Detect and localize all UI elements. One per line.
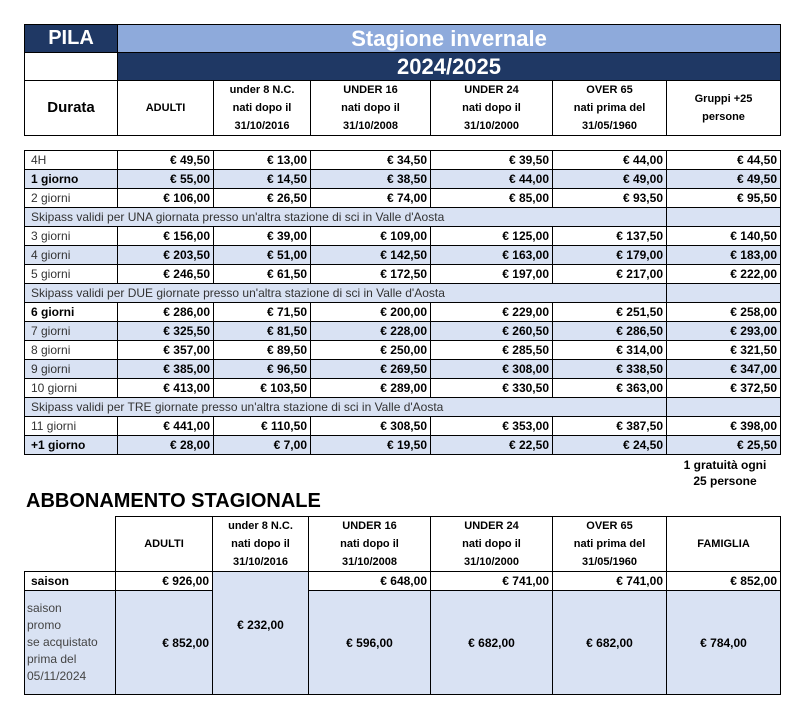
season-pass-title: ABBONAMENTO STAGIONALE xyxy=(26,490,321,512)
promo-label-line2: promo xyxy=(27,618,62,632)
sp-col-under24 xyxy=(431,517,553,572)
group-free-note xyxy=(660,457,790,489)
col-under8-line1: under 8 N.C. xyxy=(229,84,295,96)
price-cell: € 260,50 xyxy=(431,322,553,341)
resort-name: PILA xyxy=(25,25,118,53)
note-row xyxy=(25,284,781,303)
promo-label-line5: 05/11/2024 xyxy=(27,669,87,683)
price-cell: € 71,50 xyxy=(214,303,311,322)
price-cell: € 106,00 xyxy=(118,189,214,208)
col-under24 xyxy=(431,81,553,136)
sp-col-under8-line1: under 8 N.C. xyxy=(228,520,293,532)
duration-label: 2 giorni xyxy=(25,189,118,208)
price-cell: € 137,50 xyxy=(553,227,667,246)
col-gruppi-line2: persone xyxy=(702,111,745,123)
saison-under16: € 648,00 xyxy=(309,572,431,591)
col-gruppi xyxy=(667,81,781,136)
price-row xyxy=(25,360,781,379)
price-cell: € 172,50 xyxy=(311,265,431,284)
price-cell: € 125,00 xyxy=(431,227,553,246)
price-cell: € 251,50 xyxy=(553,303,667,322)
duration-label: 8 giorni xyxy=(25,341,118,360)
price-cell: € 49,00 xyxy=(553,170,667,189)
price-cell: € 156,00 xyxy=(118,227,214,246)
price-cell: € 140,50 xyxy=(667,227,781,246)
price-cell: € 338,50 xyxy=(553,360,667,379)
saison-over65: € 741,00 xyxy=(553,572,667,591)
promo-label-line1: saison xyxy=(27,601,62,615)
blank-cell xyxy=(25,53,118,81)
price-cell: € 93,50 xyxy=(553,189,667,208)
price-cell: € 26,50 xyxy=(214,189,311,208)
price-row xyxy=(25,379,781,398)
col-under8-line3: 31/10/2016 xyxy=(234,120,290,132)
price-cell: € 7,00 xyxy=(214,436,311,455)
duration-label: 10 giorni xyxy=(25,379,118,398)
sp-col-famiglia: FAMIGLIA xyxy=(667,517,781,572)
duration-label: 11 giorni xyxy=(25,417,118,436)
price-cell: € 387,50 xyxy=(553,417,667,436)
col-under24-line1: UNDER 24 xyxy=(464,84,519,96)
price-cell: € 13,00 xyxy=(214,151,311,170)
price-row xyxy=(25,303,781,322)
sp-col-under24-line1: UNDER 24 xyxy=(464,520,519,532)
price-cell: € 38,50 xyxy=(311,170,431,189)
note-text: Skipass validi per TRE giornate presso un'altra stazione di sci in Valle d'Aosta xyxy=(25,398,667,417)
blank-cell xyxy=(667,398,781,417)
price-cell: € 96,50 xyxy=(214,360,311,379)
price-cell: € 286,50 xyxy=(553,322,667,341)
price-cell: € 289,00 xyxy=(311,379,431,398)
price-cell: € 258,00 xyxy=(667,303,781,322)
price-cell: € 110,50 xyxy=(214,417,311,436)
sp-col-adulti: ADULTI xyxy=(116,517,213,572)
price-row xyxy=(25,265,781,284)
season-title: Stagione invernale xyxy=(118,25,781,53)
season-pass-table xyxy=(24,516,781,695)
price-cell: € 142,50 xyxy=(311,246,431,265)
promo-label xyxy=(25,591,116,695)
col-over65 xyxy=(553,81,667,136)
header-table xyxy=(24,24,781,136)
price-cell: € 229,00 xyxy=(431,303,553,322)
price-row xyxy=(25,170,781,189)
group-free-line1: 1 gratuità ogni xyxy=(683,458,767,472)
price-cell: € 24,50 xyxy=(553,436,667,455)
promo-over65: € 682,00 xyxy=(553,591,667,695)
sp-col-over65-line1: OVER 65 xyxy=(586,520,633,532)
sp-col-under8-line2: nati dopo il xyxy=(231,538,290,550)
saison-label: saison xyxy=(25,572,116,591)
saison-adulti: € 926,00 xyxy=(116,572,213,591)
price-cell: € 203,50 xyxy=(118,246,214,265)
note-row xyxy=(25,398,781,417)
price-cell: € 217,00 xyxy=(553,265,667,284)
price-row xyxy=(25,189,781,208)
price-cell: € 179,00 xyxy=(553,246,667,265)
price-cell: € 25,50 xyxy=(667,436,781,455)
price-cell: € 109,00 xyxy=(311,227,431,246)
price-cell: € 200,00 xyxy=(311,303,431,322)
saison-under24: € 741,00 xyxy=(431,572,553,591)
col-under16-line3: 31/10/2008 xyxy=(342,120,399,132)
duration-label: 1 giorno xyxy=(25,170,118,189)
col-over65-line1: OVER 65 xyxy=(586,84,633,96)
col-durata: Durata xyxy=(25,81,118,136)
promo-adulti: € 852,00 xyxy=(116,591,213,695)
promo-under8: € 232,00 xyxy=(213,572,309,695)
price-cell: € 330,50 xyxy=(431,379,553,398)
sp-col-under24-line3: 31/10/2000 xyxy=(463,556,520,568)
price-cell: € 372,50 xyxy=(667,379,781,398)
promo-famiglia: € 784,00 xyxy=(667,591,781,695)
price-cell: € 81,50 xyxy=(214,322,311,341)
price-cell: € 183,00 xyxy=(667,246,781,265)
col-under24-line2: nati dopo il xyxy=(462,102,521,114)
duration-label: 5 giorni xyxy=(25,265,118,284)
col-over65-line3: 31/05/1960 xyxy=(581,120,638,132)
price-cell: € 385,00 xyxy=(118,360,214,379)
duration-label: 7 giorni xyxy=(25,322,118,341)
price-row xyxy=(25,246,781,265)
sp-col-under16 xyxy=(309,517,431,572)
col-gruppi-line1: Gruppi +25 xyxy=(694,93,753,105)
col-over65-line2: nati prima del xyxy=(573,102,646,114)
price-cell: € 413,00 xyxy=(118,379,214,398)
price-cell: € 61,50 xyxy=(214,265,311,284)
duration-label: 6 giorni xyxy=(25,303,118,322)
col-under8 xyxy=(214,81,311,136)
sp-col-under8-line3: 31/10/2016 xyxy=(232,556,289,568)
promo-under24: € 682,00 xyxy=(431,591,553,695)
col-adulti: ADULTI xyxy=(118,81,214,136)
blank-cell xyxy=(667,284,781,303)
sp-col-under24-line2: nati dopo il xyxy=(462,538,521,550)
price-cell: € 246,50 xyxy=(118,265,214,284)
price-cell: € 89,50 xyxy=(214,341,311,360)
saison-famiglia: € 852,00 xyxy=(667,572,781,591)
price-cell: € 85,00 xyxy=(431,189,553,208)
price-cell: € 293,00 xyxy=(667,322,781,341)
group-free-line2: 25 persone xyxy=(693,474,757,488)
sp-col-under16-line1: UNDER 16 xyxy=(342,520,397,532)
duration-label: 4H xyxy=(25,151,118,170)
price-cell: € 325,50 xyxy=(118,322,214,341)
price-cell: € 39,00 xyxy=(214,227,311,246)
note-row xyxy=(25,208,781,227)
duration-label: 4 giorni xyxy=(25,246,118,265)
price-cell: € 269,50 xyxy=(311,360,431,379)
price-row xyxy=(25,417,781,436)
season-year: 2024/2025 xyxy=(118,53,781,81)
price-cell: € 321,50 xyxy=(667,341,781,360)
note-text: Skipass validi per UNA giornata presso un'altra stazione di sci in Valle d'Aosta xyxy=(25,208,667,227)
sp-col-over65-line3: 31/05/1960 xyxy=(581,556,638,568)
sp-col-under16-line3: 31/10/2008 xyxy=(341,556,398,568)
price-cell: € 22,50 xyxy=(431,436,553,455)
price-row xyxy=(25,436,781,455)
price-cell: € 44,00 xyxy=(553,151,667,170)
price-cell: € 95,50 xyxy=(667,189,781,208)
price-cell: € 28,00 xyxy=(118,436,214,455)
price-cell: € 103,50 xyxy=(214,379,311,398)
price-cell: € 441,00 xyxy=(118,417,214,436)
duration-label: 3 giorni xyxy=(25,227,118,246)
price-cell: € 314,00 xyxy=(553,341,667,360)
sp-col-over65-line2: nati prima del xyxy=(573,538,646,550)
price-cell: € 55,00 xyxy=(118,170,214,189)
blank-cell xyxy=(25,517,116,572)
price-cell: € 285,50 xyxy=(431,341,553,360)
price-cell: € 286,00 xyxy=(118,303,214,322)
col-under8-line2: nati dopo il xyxy=(232,102,292,114)
price-cell: € 44,00 xyxy=(431,170,553,189)
price-cell: € 74,00 xyxy=(311,189,431,208)
promo-label-line3: se acquistato xyxy=(27,635,98,649)
price-cell: € 19,50 xyxy=(311,436,431,455)
col-under16-line1: UNDER 16 xyxy=(343,84,398,96)
price-row xyxy=(25,151,781,170)
price-cell: € 228,00 xyxy=(311,322,431,341)
price-cell: € 308,50 xyxy=(311,417,431,436)
price-cell: € 49,50 xyxy=(118,151,214,170)
duration-label: 9 giorni xyxy=(25,360,118,379)
price-cell: € 39,50 xyxy=(431,151,553,170)
blank-cell xyxy=(667,208,781,227)
price-cell: € 51,00 xyxy=(214,246,311,265)
duration-label: +1 giorno xyxy=(25,436,118,455)
price-row xyxy=(25,341,781,360)
price-cell: € 222,00 xyxy=(667,265,781,284)
price-cell: € 44,50 xyxy=(667,151,781,170)
price-row xyxy=(25,322,781,341)
col-under16-line2: nati dopo il xyxy=(341,102,400,114)
price-cell: € 163,00 xyxy=(431,246,553,265)
price-cell: € 34,50 xyxy=(311,151,431,170)
sp-col-under16-line2: nati dopo il xyxy=(340,538,399,550)
price-cell: € 49,50 xyxy=(667,170,781,189)
col-under24-line3: 31/10/2000 xyxy=(463,120,520,132)
price-cell: € 14,50 xyxy=(214,170,311,189)
col-under16 xyxy=(311,81,431,136)
promo-label-line4: prima del xyxy=(27,652,77,666)
price-cell: € 250,00 xyxy=(311,341,431,360)
price-row xyxy=(25,227,781,246)
price-cell: € 347,00 xyxy=(667,360,781,379)
price-cell: € 363,00 xyxy=(553,379,667,398)
price-cell: € 308,00 xyxy=(431,360,553,379)
price-cell: € 398,00 xyxy=(667,417,781,436)
price-cell: € 357,00 xyxy=(118,341,214,360)
sp-col-under8 xyxy=(213,517,309,572)
note-text: Skipass validi per DUE giornate presso un'altra stazione di sci in Valle d'Aosta xyxy=(25,284,667,303)
price-cell: € 353,00 xyxy=(431,417,553,436)
price-table xyxy=(24,150,781,455)
price-cell: € 197,00 xyxy=(431,265,553,284)
promo-under16: € 596,00 xyxy=(309,591,431,695)
sp-col-over65 xyxy=(553,517,667,572)
